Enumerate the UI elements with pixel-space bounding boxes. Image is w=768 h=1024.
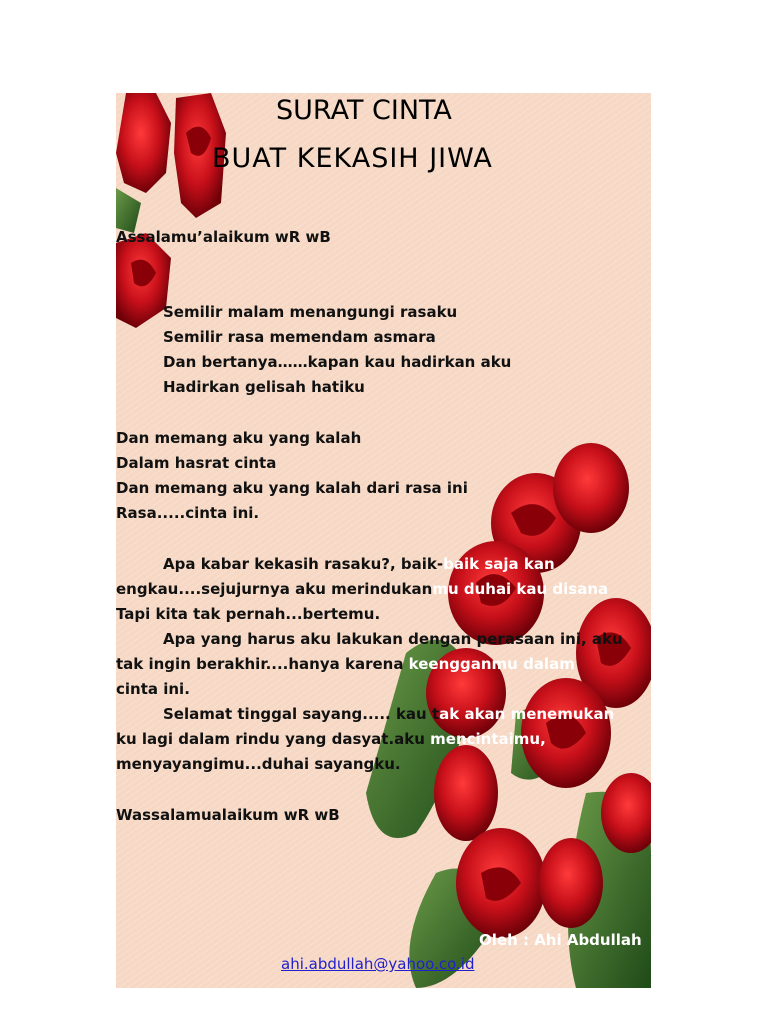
- paragraph2-line: [116, 654, 575, 674]
- text-segment: engkau....sejujurnya aku merindukan: [116, 580, 433, 598]
- paragraph1-line: Tapi kita tak pernah...bertemu.: [116, 605, 381, 623]
- stanza1-line: Dan bertanya……kapan kau hadirkan aku: [163, 353, 512, 371]
- stanza2-line: Dalam hasrat cinta: [116, 454, 277, 472]
- closing: Wassalamualaikum wR wB: [116, 806, 340, 824]
- stanza2-line: Rasa.....cinta ini.: [116, 504, 260, 522]
- text-segment: Selamat tinggal sayang..... kau t: [163, 705, 440, 723]
- paragraph2-line: cinta ini.: [116, 680, 190, 698]
- signature: Oleh : Ahi Abdullah: [479, 931, 642, 949]
- stanza1-line: Semilir rasa memendam asmara: [163, 328, 436, 346]
- text-segment: ak akan menemukan: [439, 705, 615, 723]
- email-link[interactable]: ahi.abdullah@yahoo.co.id: [281, 955, 475, 973]
- text-segment: baik saja kan: [443, 555, 555, 573]
- text-segment: tak ingin berakhir....hanya karena: [116, 655, 409, 673]
- text-segment: Apa kabar kekasih rasaku?, baik-: [163, 555, 444, 573]
- text-segment: mencintaimu,: [430, 730, 546, 748]
- rose-icon: [116, 93, 226, 328]
- stanza2-line: Dan memang aku yang kalah: [116, 429, 362, 447]
- paragraph2-line: Apa yang harus aku lakukan dengan perasaan ini, aku: [163, 630, 623, 648]
- stanza2-line: Dan memang aku yang kalah dari rasa ini: [116, 479, 468, 497]
- paragraph3-line: [163, 704, 614, 724]
- stanza1-line: Hadirkan gelisah hatiku: [163, 378, 365, 396]
- title-line-2: BUAT KEKASIH JIWA: [212, 143, 493, 174]
- paragraph3-line: menyayangimu...duhai sayangku.: [116, 755, 401, 773]
- stanza1-line: Semilir malam menangungi rasaku: [163, 303, 458, 321]
- text-segment: keengganmu dalam: [408, 655, 575, 673]
- letter-page: [116, 93, 651, 988]
- title-line-1: SURAT CINTA: [276, 95, 452, 126]
- paragraph3-line: [116, 729, 546, 749]
- greeting: Assalamu’alaikum wR wB: [116, 228, 331, 246]
- text-segment: mu duhai kau disana: [432, 580, 609, 598]
- paragraph1-line: [163, 554, 555, 574]
- text-segment: ku lagi dalam rindu yang dasyat.aku: [116, 730, 431, 748]
- paragraph1-line: [116, 579, 608, 599]
